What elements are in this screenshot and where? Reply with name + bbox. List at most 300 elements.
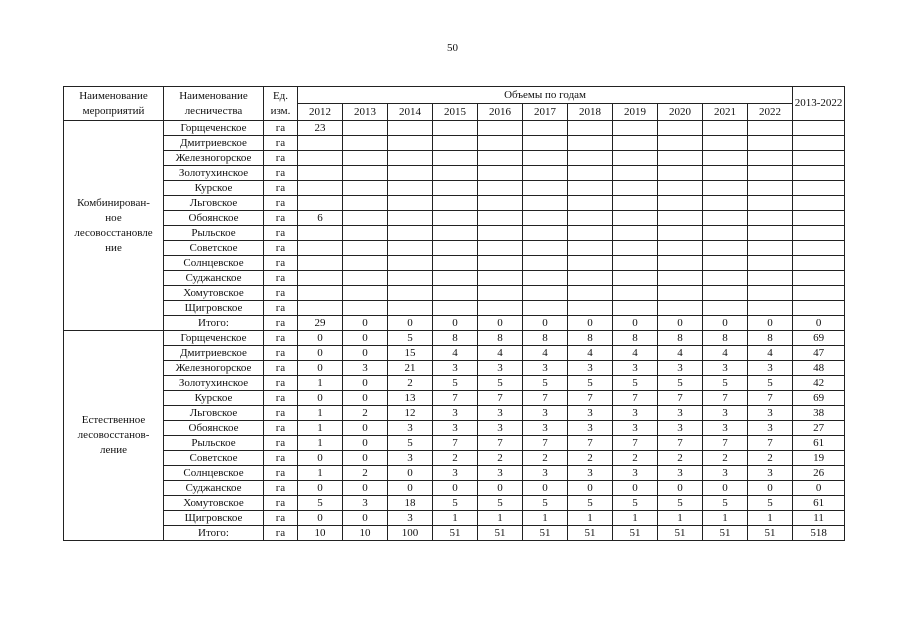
value-cell: 1 xyxy=(703,511,748,526)
value-cell: 8 xyxy=(703,331,748,346)
value-cell xyxy=(298,151,343,166)
value-cell: 51 xyxy=(703,526,748,541)
value-cell xyxy=(703,271,748,286)
value-cell: 0 xyxy=(388,466,433,481)
row-total-cell xyxy=(793,241,845,256)
table-row xyxy=(64,136,845,151)
value-cell: 0 xyxy=(523,481,568,496)
value-cell xyxy=(613,286,658,301)
forestry-cell: Советское xyxy=(164,451,264,466)
value-cell xyxy=(523,226,568,241)
value-cell: 4 xyxy=(613,346,658,361)
value-cell xyxy=(478,271,523,286)
value-cell xyxy=(523,301,568,316)
unit-cell: га xyxy=(264,361,298,376)
value-cell xyxy=(478,211,523,226)
value-cell xyxy=(748,301,793,316)
value-cell xyxy=(613,211,658,226)
value-cell: 7 xyxy=(613,391,658,406)
value-cell: 3 xyxy=(703,466,748,481)
year-header: 2020 xyxy=(658,104,703,121)
table-row xyxy=(64,481,845,496)
value-cell xyxy=(568,196,613,211)
value-cell: 3 xyxy=(523,466,568,481)
forestry-cell: Советское xyxy=(164,241,264,256)
year-header: 2018 xyxy=(568,104,613,121)
table-row xyxy=(64,451,845,466)
value-cell xyxy=(748,286,793,301)
year-header: 2014 xyxy=(388,104,433,121)
value-cell xyxy=(298,226,343,241)
value-cell: 5 xyxy=(433,376,478,391)
value-cell xyxy=(388,151,433,166)
value-cell: 0 xyxy=(568,316,613,331)
row-total-cell xyxy=(793,166,845,181)
value-cell: 8 xyxy=(433,331,478,346)
value-cell: 7 xyxy=(478,436,523,451)
year-header: 2021 xyxy=(703,104,748,121)
value-cell xyxy=(298,136,343,151)
value-cell: 7 xyxy=(658,436,703,451)
value-cell: 0 xyxy=(748,316,793,331)
value-cell: 0 xyxy=(343,376,388,391)
value-cell: 2 xyxy=(478,451,523,466)
value-cell: 3 xyxy=(433,361,478,376)
value-cell xyxy=(613,151,658,166)
value-cell: 5 xyxy=(748,376,793,391)
row-total-cell: 27 xyxy=(793,421,845,436)
value-cell: 0 xyxy=(703,316,748,331)
value-cell xyxy=(613,181,658,196)
value-cell xyxy=(523,181,568,196)
value-cell xyxy=(298,301,343,316)
value-cell xyxy=(298,196,343,211)
value-cell: 3 xyxy=(433,406,478,421)
year-header: 2016 xyxy=(478,104,523,121)
row-total-cell xyxy=(793,271,845,286)
value-cell: 3 xyxy=(748,421,793,436)
value-cell: 2 xyxy=(658,451,703,466)
table-row xyxy=(64,196,845,211)
value-cell xyxy=(613,226,658,241)
value-cell xyxy=(523,241,568,256)
value-cell xyxy=(568,256,613,271)
value-cell xyxy=(388,211,433,226)
value-cell: 0 xyxy=(703,481,748,496)
header-measure: Наименование мероприятий xyxy=(64,87,164,121)
value-cell: 3 xyxy=(478,361,523,376)
measure-line: лесовосстановле xyxy=(74,226,153,239)
value-cell xyxy=(568,166,613,181)
unit-cell: га xyxy=(264,211,298,226)
value-cell xyxy=(748,241,793,256)
value-cell xyxy=(433,166,478,181)
row-total-cell: 0 xyxy=(793,316,845,331)
value-cell xyxy=(433,286,478,301)
value-cell: 51 xyxy=(568,526,613,541)
value-cell: 3 xyxy=(613,406,658,421)
value-cell xyxy=(658,181,703,196)
table-row xyxy=(64,166,845,181)
row-total-cell: 69 xyxy=(793,331,845,346)
value-cell: 0 xyxy=(478,316,523,331)
table-row xyxy=(64,421,845,436)
value-cell: 10 xyxy=(298,526,343,541)
unit-cell: га xyxy=(264,166,298,181)
value-cell: 0 xyxy=(343,511,388,526)
value-cell xyxy=(748,151,793,166)
forestry-cell: Дмитриевское xyxy=(164,346,264,361)
value-cell: 8 xyxy=(568,331,613,346)
value-cell: 1 xyxy=(478,511,523,526)
forestry-cell: Хомутовское xyxy=(164,286,264,301)
value-cell xyxy=(658,166,703,181)
value-cell: 7 xyxy=(703,391,748,406)
value-cell: 5 xyxy=(478,496,523,511)
value-cell xyxy=(748,166,793,181)
value-cell: 1 xyxy=(568,511,613,526)
measure-line: Естественное xyxy=(81,414,146,426)
value-cell: 0 xyxy=(343,451,388,466)
value-cell xyxy=(568,136,613,151)
forestry-cell: Суджанское xyxy=(164,271,264,286)
value-cell xyxy=(748,121,793,136)
value-cell: 51 xyxy=(478,526,523,541)
value-cell xyxy=(748,196,793,211)
value-cell: 1 xyxy=(523,511,568,526)
value-cell xyxy=(703,136,748,151)
value-cell xyxy=(433,256,478,271)
value-cell: 8 xyxy=(748,331,793,346)
unit-cell: га xyxy=(264,451,298,466)
value-cell: 5 xyxy=(748,496,793,511)
row-total-cell: 61 xyxy=(793,436,845,451)
table-row xyxy=(64,226,845,241)
table-row xyxy=(64,331,845,346)
header-volumes: Объемы по годам xyxy=(298,87,793,104)
value-cell xyxy=(478,241,523,256)
value-cell: 51 xyxy=(748,526,793,541)
page-number: 50 xyxy=(447,42,458,54)
value-cell xyxy=(703,211,748,226)
row-total-cell: 26 xyxy=(793,466,845,481)
table-row xyxy=(64,301,845,316)
forestry-cell: Золотухинское xyxy=(164,376,264,391)
value-cell xyxy=(703,286,748,301)
value-cell: 0 xyxy=(298,361,343,376)
forestry-cell: Курское xyxy=(164,391,264,406)
value-cell xyxy=(433,301,478,316)
total-label-cell: Итого: xyxy=(164,316,264,331)
value-cell xyxy=(343,286,388,301)
value-cell: 1 xyxy=(433,511,478,526)
value-cell: 8 xyxy=(658,331,703,346)
row-total-cell: 69 xyxy=(793,391,845,406)
value-cell xyxy=(433,121,478,136)
value-cell: 1 xyxy=(298,406,343,421)
forestry-cell: Льговское xyxy=(164,196,264,211)
table-row xyxy=(64,361,845,376)
value-cell: 21 xyxy=(388,361,433,376)
value-cell xyxy=(343,166,388,181)
value-cell: 5 xyxy=(568,376,613,391)
value-cell: 0 xyxy=(433,316,478,331)
value-cell xyxy=(388,256,433,271)
value-cell xyxy=(658,301,703,316)
value-cell: 1 xyxy=(298,466,343,481)
row-total-cell xyxy=(793,226,845,241)
forestry-cell: Рыльское xyxy=(164,226,264,241)
table-row xyxy=(64,466,845,481)
value-cell xyxy=(478,166,523,181)
value-cell xyxy=(433,211,478,226)
value-cell: 2 xyxy=(703,451,748,466)
unit-cell: га xyxy=(264,256,298,271)
row-total-cell: 42 xyxy=(793,376,845,391)
value-cell xyxy=(433,241,478,256)
value-cell xyxy=(523,121,568,136)
value-cell xyxy=(388,136,433,151)
value-cell xyxy=(568,151,613,166)
value-cell xyxy=(298,256,343,271)
value-cell xyxy=(343,271,388,286)
value-cell xyxy=(748,211,793,226)
value-cell xyxy=(523,271,568,286)
value-cell: 1 xyxy=(748,511,793,526)
value-cell xyxy=(658,196,703,211)
table-row xyxy=(64,526,845,541)
value-cell xyxy=(523,286,568,301)
value-cell: 0 xyxy=(298,346,343,361)
measure-line: Комбинирован- xyxy=(77,196,150,209)
value-cell xyxy=(478,301,523,316)
value-cell xyxy=(478,256,523,271)
year-header: 2012 xyxy=(298,104,343,121)
value-cell: 3 xyxy=(478,466,523,481)
unit-cell: га xyxy=(264,136,298,151)
unit-cell: га xyxy=(264,481,298,496)
forestry-cell: Дмитриевское xyxy=(164,136,264,151)
value-cell: 100 xyxy=(388,526,433,541)
year-header: 2019 xyxy=(613,104,658,121)
forestry-cell: Золотухинское xyxy=(164,166,264,181)
value-cell xyxy=(343,241,388,256)
year-header: 2015 xyxy=(433,104,478,121)
unit-cell: га xyxy=(264,421,298,436)
row-total-cell: 518 xyxy=(793,526,845,541)
value-cell: 13 xyxy=(388,391,433,406)
value-cell: 0 xyxy=(748,481,793,496)
value-cell xyxy=(298,241,343,256)
row-total-cell xyxy=(793,151,845,166)
value-cell: 51 xyxy=(523,526,568,541)
value-cell xyxy=(343,226,388,241)
header-unit: Ед. изм. xyxy=(264,87,298,121)
measure-line: ление xyxy=(99,444,128,456)
table-row xyxy=(64,256,845,271)
value-cell xyxy=(703,226,748,241)
header-forestry: Наименование лесничества xyxy=(164,87,264,121)
forestry-cell: Железногорское xyxy=(164,151,264,166)
row-total-cell: 38 xyxy=(793,406,845,421)
value-cell: 0 xyxy=(343,391,388,406)
value-cell xyxy=(613,196,658,211)
forestry-cell: Обоянское xyxy=(164,211,264,226)
value-cell: 3 xyxy=(568,466,613,481)
value-cell: 18 xyxy=(388,496,433,511)
table-body xyxy=(64,121,845,541)
value-cell: 10 xyxy=(343,526,388,541)
value-cell xyxy=(343,121,388,136)
table-row xyxy=(64,211,845,226)
unit-cell: га xyxy=(264,466,298,481)
value-cell: 3 xyxy=(613,361,658,376)
year-header: 2017 xyxy=(523,104,568,121)
forestry-cell: Железногорское xyxy=(164,361,264,376)
measure-line: ние xyxy=(105,241,122,254)
forestry-cell: Рыльское xyxy=(164,436,264,451)
value-cell: 5 xyxy=(568,496,613,511)
value-cell xyxy=(343,151,388,166)
value-cell: 3 xyxy=(523,406,568,421)
value-cell: 0 xyxy=(343,331,388,346)
value-cell: 7 xyxy=(748,391,793,406)
table-row xyxy=(64,511,845,526)
row-total-cell xyxy=(793,181,845,196)
value-cell: 5 xyxy=(298,496,343,511)
value-cell: 0 xyxy=(523,316,568,331)
value-cell: 4 xyxy=(568,346,613,361)
forestry-cell: Льговское xyxy=(164,406,264,421)
value-cell: 3 xyxy=(748,466,793,481)
value-cell: 6 xyxy=(298,211,343,226)
value-cell: 1 xyxy=(298,436,343,451)
value-cell: 7 xyxy=(658,391,703,406)
value-cell xyxy=(703,151,748,166)
value-cell xyxy=(478,151,523,166)
table-row xyxy=(64,181,845,196)
value-cell xyxy=(568,286,613,301)
value-cell: 3 xyxy=(478,421,523,436)
value-cell xyxy=(478,196,523,211)
value-cell xyxy=(658,226,703,241)
value-cell: 2 xyxy=(433,451,478,466)
row-total-cell: 48 xyxy=(793,361,845,376)
value-cell xyxy=(568,226,613,241)
value-cell xyxy=(703,181,748,196)
row-total-cell xyxy=(793,211,845,226)
unit-cell: га xyxy=(264,436,298,451)
value-cell: 0 xyxy=(298,391,343,406)
value-cell xyxy=(433,196,478,211)
value-cell: 4 xyxy=(523,346,568,361)
value-cell xyxy=(748,226,793,241)
value-cell xyxy=(388,121,433,136)
value-cell: 15 xyxy=(388,346,433,361)
forestry-cell: Обоянское xyxy=(164,421,264,436)
forestry-cell: Щигровское xyxy=(164,511,264,526)
value-cell: 5 xyxy=(523,376,568,391)
value-cell xyxy=(478,286,523,301)
forestry-cell: Хомутовское xyxy=(164,496,264,511)
value-cell: 5 xyxy=(703,496,748,511)
value-cell xyxy=(703,241,748,256)
value-cell: 5 xyxy=(523,496,568,511)
value-cell: 3 xyxy=(433,421,478,436)
value-cell: 0 xyxy=(613,481,658,496)
value-cell xyxy=(298,286,343,301)
value-cell: 3 xyxy=(343,361,388,376)
unit-cell: га xyxy=(264,271,298,286)
value-cell xyxy=(523,151,568,166)
value-cell xyxy=(613,136,658,151)
value-cell: 3 xyxy=(748,361,793,376)
value-cell: 3 xyxy=(388,511,433,526)
table-row xyxy=(64,271,845,286)
value-cell xyxy=(568,271,613,286)
value-cell: 2 xyxy=(523,451,568,466)
value-cell xyxy=(343,256,388,271)
table-row xyxy=(64,316,845,331)
value-cell: 2 xyxy=(748,451,793,466)
forestry-cell: Горщеченское xyxy=(164,121,264,136)
row-total-cell xyxy=(793,136,845,151)
value-cell: 0 xyxy=(343,481,388,496)
value-cell: 7 xyxy=(433,391,478,406)
value-cell xyxy=(343,196,388,211)
value-cell: 3 xyxy=(568,361,613,376)
value-cell: 5 xyxy=(478,376,523,391)
value-cell: 0 xyxy=(343,316,388,331)
value-cell: 5 xyxy=(613,496,658,511)
value-cell xyxy=(568,121,613,136)
value-cell xyxy=(658,241,703,256)
value-cell: 3 xyxy=(658,406,703,421)
value-cell xyxy=(433,271,478,286)
value-cell: 7 xyxy=(478,391,523,406)
value-cell: 4 xyxy=(703,346,748,361)
value-cell: 2 xyxy=(568,451,613,466)
value-cell: 1 xyxy=(298,376,343,391)
value-cell xyxy=(388,226,433,241)
unit-cell: га xyxy=(264,331,298,346)
value-cell: 0 xyxy=(343,421,388,436)
value-cell: 1 xyxy=(298,421,343,436)
value-cell xyxy=(523,166,568,181)
value-cell xyxy=(658,151,703,166)
value-cell: 0 xyxy=(478,481,523,496)
value-cell xyxy=(703,196,748,211)
value-cell xyxy=(613,241,658,256)
value-cell xyxy=(433,136,478,151)
value-cell: 4 xyxy=(478,346,523,361)
value-cell: 7 xyxy=(748,436,793,451)
year-header: 2013 xyxy=(343,104,388,121)
value-cell: 0 xyxy=(613,316,658,331)
value-cell: 3 xyxy=(703,421,748,436)
unit-cell: га xyxy=(264,346,298,361)
value-cell: 51 xyxy=(658,526,703,541)
table-row xyxy=(64,241,845,256)
value-cell xyxy=(613,271,658,286)
value-cell xyxy=(613,256,658,271)
table-row xyxy=(64,406,845,421)
value-cell xyxy=(433,226,478,241)
value-cell: 5 xyxy=(433,496,478,511)
value-cell: 7 xyxy=(568,436,613,451)
value-cell xyxy=(343,136,388,151)
row-total-cell: 61 xyxy=(793,496,845,511)
